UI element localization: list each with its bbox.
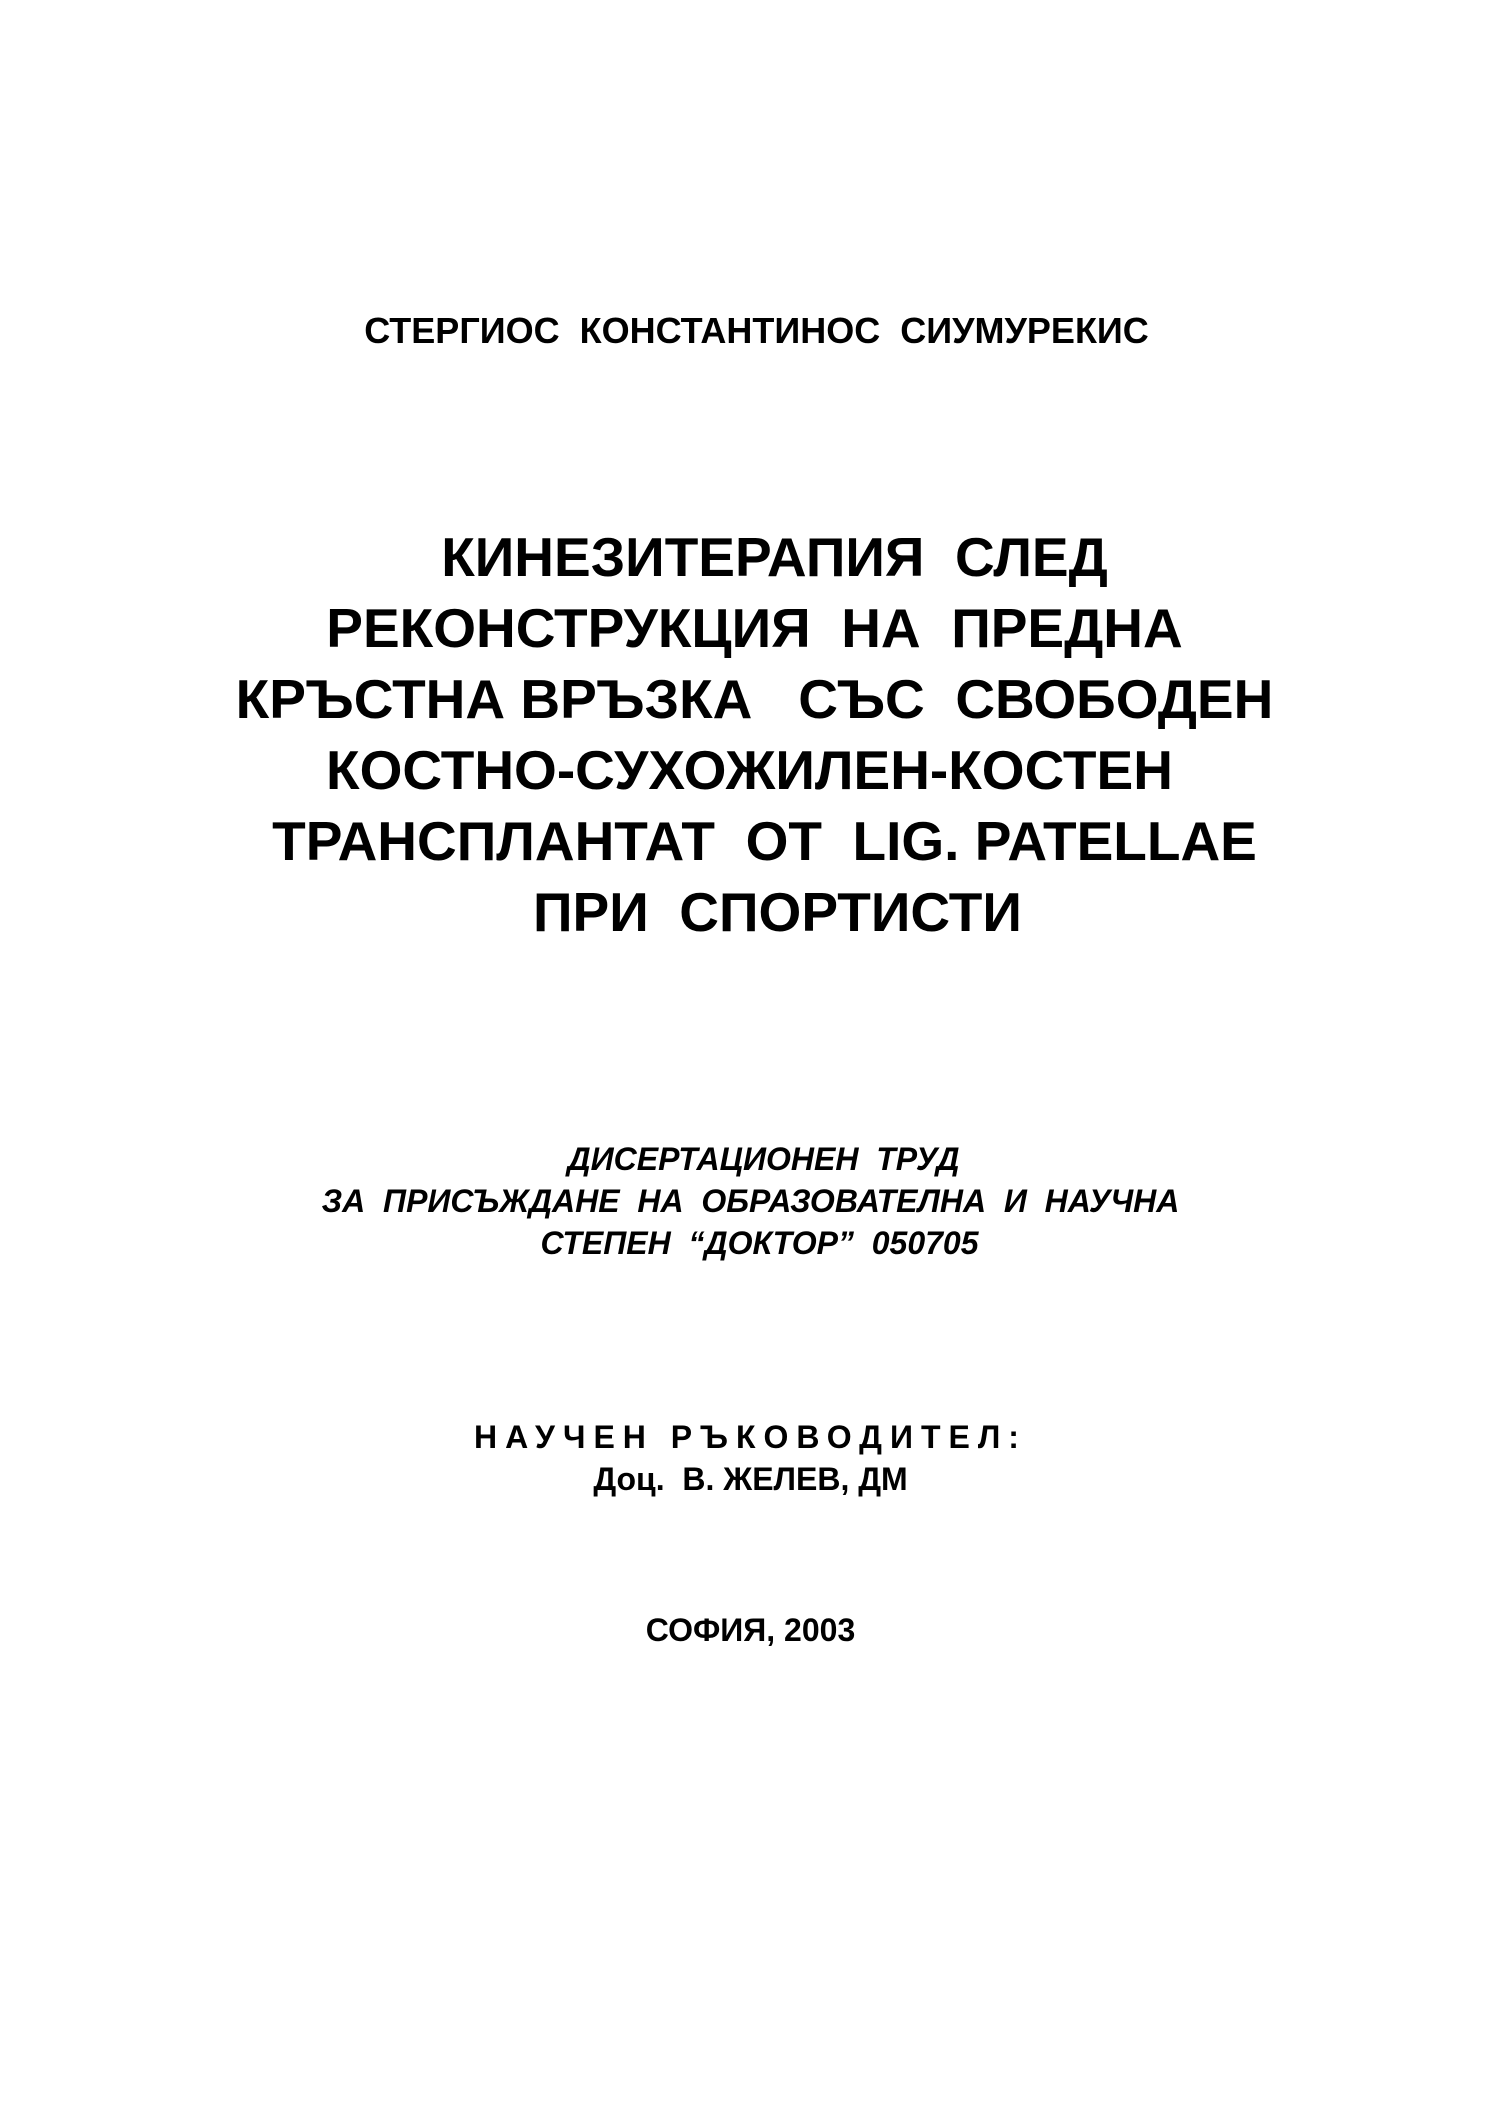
dissertation-line-3: СТЕПЕН “ДОКТОР” 050705 xyxy=(540,1225,979,1261)
title-line-6: ПРИ СПОРТИСТИ xyxy=(533,881,1022,943)
title-line-1: КИНЕЗИТЕРАПИЯ СЛЕД xyxy=(441,526,1108,588)
title-line-5: ТРАНСПЛАНТАТ ОТ LIG. PATELLAE xyxy=(272,810,1257,872)
dissertation-line-1: ДИСЕРТАЦИОНЕН ТРУД xyxy=(567,1141,960,1177)
title-line-3: КРЪСТНА ВРЪЗКА СЪС СВОБОДЕН xyxy=(235,668,1274,730)
supervisor-label: НАУЧЕН РЪКОВОДИТЕЛ: xyxy=(474,1419,1027,1455)
title-line-2: РЕКОНСТРУКЦИЯ НА ПРЕДНА xyxy=(326,597,1183,659)
dissertation-line-2: ЗА ПРИСЪЖДАНЕ НА ОБРАЗОВАТЕЛНА И НАУЧНА xyxy=(321,1183,1180,1219)
title-line-4: КОСТНО-СУХОЖИЛЕН-КОСТЕН xyxy=(326,739,1173,801)
place-and-year: СОФИЯ, 2003 xyxy=(645,1612,856,1648)
supervisor-name: Доц. В. ЖЕЛЕВ, ДМ xyxy=(593,1461,908,1497)
author-name: СТЕРГИОС КОНСТАНТИНОС СИУМУРЕКИС xyxy=(364,310,1149,351)
